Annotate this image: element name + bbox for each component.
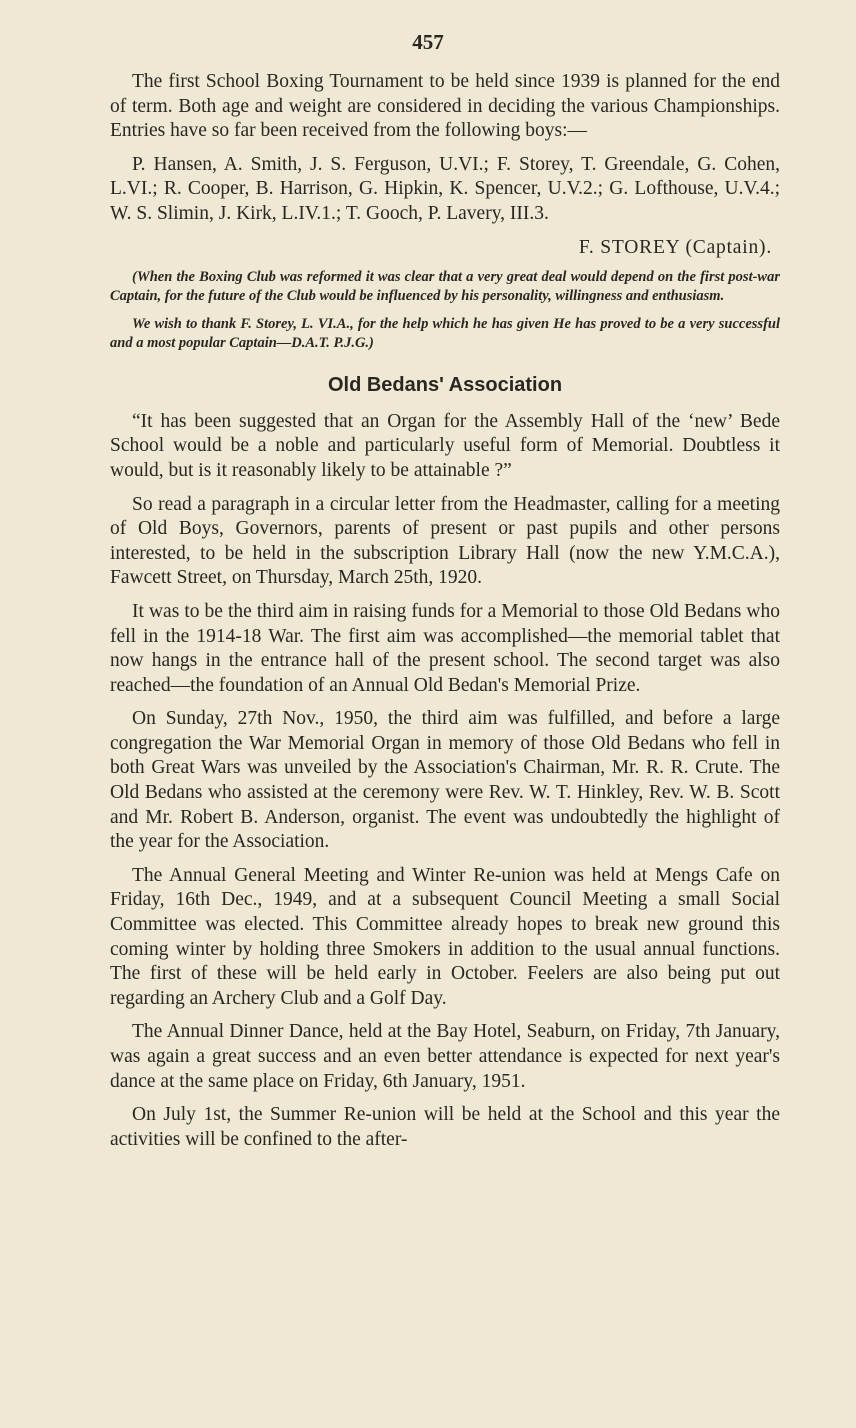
editor-thanks-note: We wish to thank F. Storey, L. VI.A., for the help which he has given He has proved to be a very successful and a most popular Captain—D.A.T. P.J.G.) bbox=[110, 316, 780, 352]
paragraph: On July 1st, the Summer Re-union will be held at the School and this year the activities will be confined to the after- bbox=[110, 1104, 780, 1150]
boxing-section bbox=[110, 70, 780, 353]
section-heading: Old Bedans' Association bbox=[327, 374, 563, 397]
editor-note: (When the Boxing Club was reformed it was clear that a very great deal would depend on the first post-war Captain, for the future of the Club would be influenced by his personality, willingness and enthusiasm. bbox=[110, 269, 780, 305]
text-column bbox=[110, 70, 780, 1161]
paragraph: The Annual General Meeting and Winter Re-union was held at Mengs Cafe on Friday, 16th Dec., 1949, and at a subsequent Council Meeting a small Social Committee was elected. This Committee already hopes to break new ground this coming winter by holding three Smokers in addition to the usual annual functions. The first of these will be held early in October. Feelers are also being put out regarding an Archery Club and a Golf Day. bbox=[110, 864, 780, 1009]
association-section bbox=[110, 410, 780, 1153]
captain-signature: F. STOREY (Captain). bbox=[578, 236, 772, 258]
paragraph: The Annual Dinner Dance, held at the Bay Hotel, Seaburn, on Friday, 7th January, was again a great success and an even better attendance is expected for next year's dance at the same place on Friday, 6th January, 1951. bbox=[110, 1021, 780, 1092]
paragraph: On Sunday, 27th Nov., 1950, the third aim was fulfilled, and before a large congregation the War Memorial Organ in memory of those Old Bedans who fell in both Great Wars was unveiled by the Association's Chairman, Mr. R. R. Crute. The Old Bedans who assisted at the ceremony were Rev. W. T. Hinkley, Rev. W. B. Scott and Mr. Robert B. Anderson, organist. The event was undoubtedly the highlight of the year for the Association. bbox=[110, 708, 780, 853]
page-number: 457 bbox=[412, 30, 444, 54]
boxing-intro: The first School Boxing Tournament to be held since 1939 is planned for the end of term. Both age and weight are considered in deciding the various Championships. Entries have so far been received from the following boys:— bbox=[110, 71, 780, 142]
paragraph: “It has been suggested that an Organ for the Assembly Hall of the ‘new’ Bede School would be a noble and particularly useful form of Memorial. Doubtless it would, but is it reasonably likely to be attainable ?” bbox=[110, 410, 780, 481]
paragraph: It was to be the third aim in raising funds for a Memorial to those Old Bedans who fell in the 1914-18 War. The first aim was accomplished—the memorial tablet that now hangs in the entrance hall of the present school. The second target was also reached—the foundation of an Annual Old Bedan's Memorial Prize. bbox=[110, 600, 780, 696]
boxing-entrants: P. Hansen, A. Smith, J. S. Ferguson, U.VI.; F. Storey, T. Greendale, G. Cohen, L.VI.; R. Cooper, B. Harrison, G. Hipkin, K. Spencer, U.V.2.; G. Lofthouse, U.V.4.; W. S. Slimin, J. Kirk, L.IV.1.; T. Gooch, P. Lavery, III.3. bbox=[110, 153, 780, 224]
paragraph: So read a paragraph in a circular letter from the Headmaster, calling for a meeting of Old Boys, Governors, parents of present or past pupils and other persons interested, to be held in the subscription Library Hall (now the new Y.M.C.A.), Fawcett Street, on Thursday, March 25th, 1920. bbox=[110, 493, 780, 589]
